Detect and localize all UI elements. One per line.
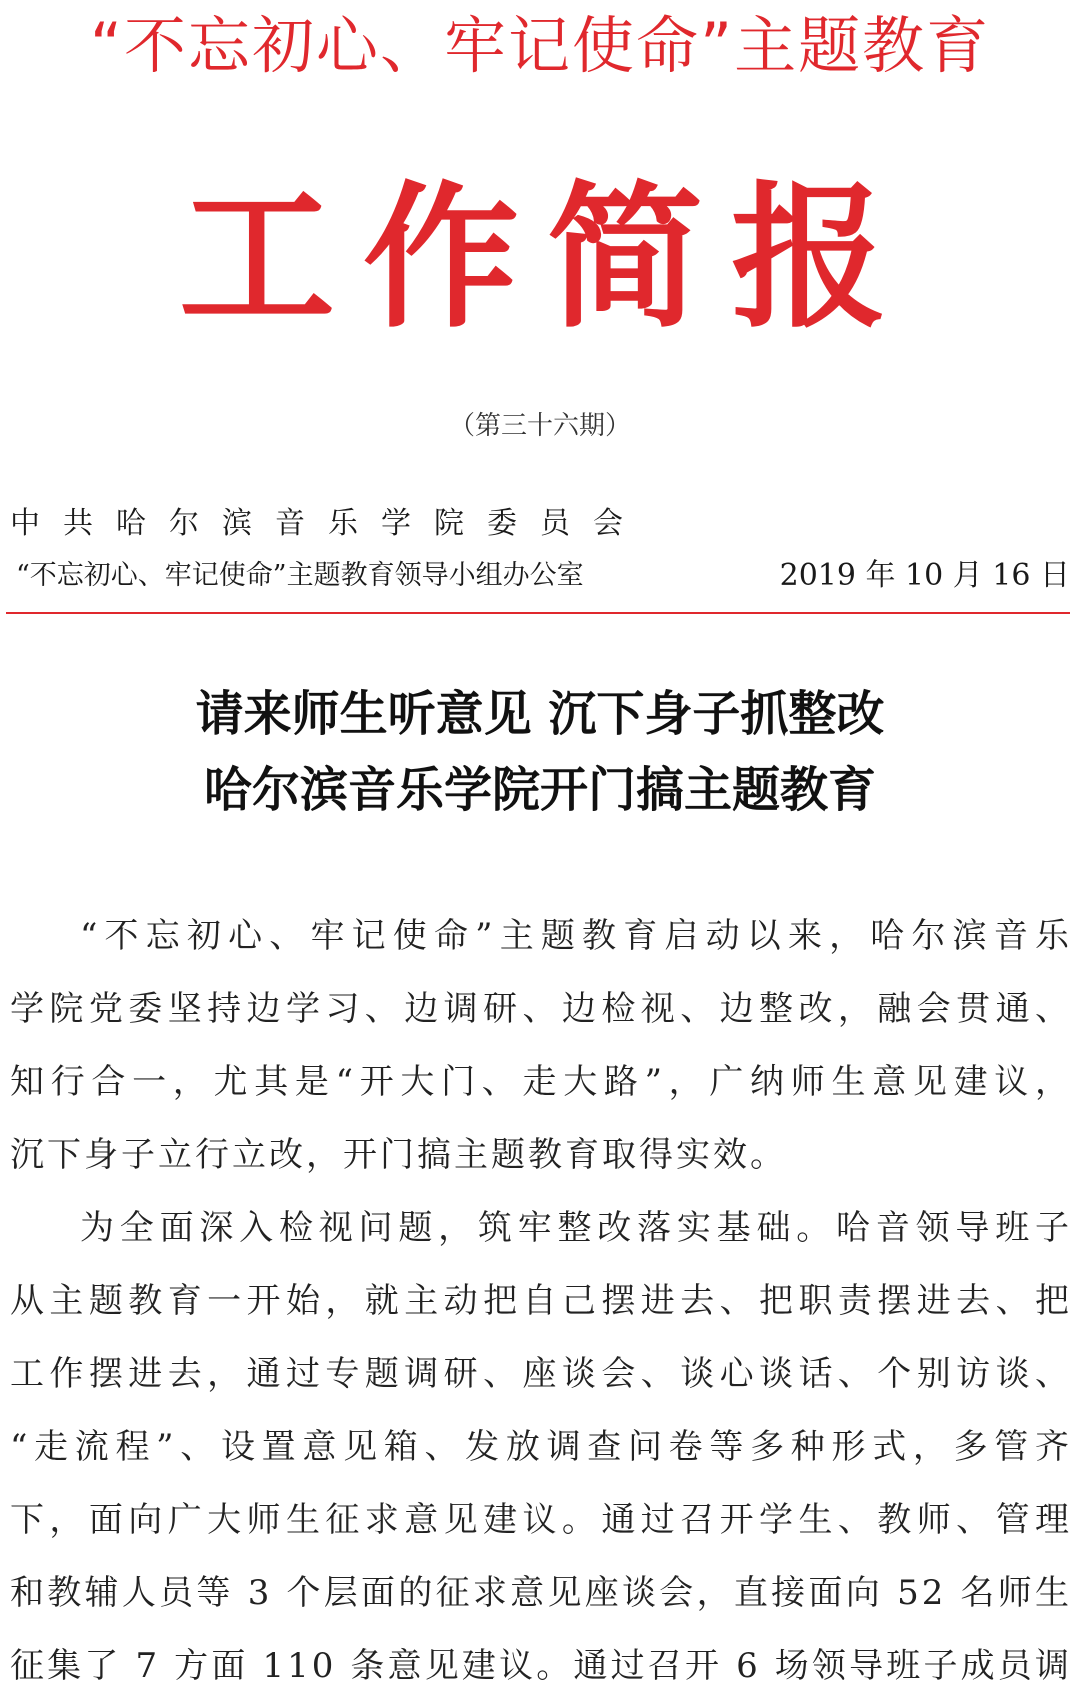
body-line: “走流程”、设置意见箱、发放调查问卷等多种形式，多管齐 [10,1427,1072,1467]
issuer-office: “不忘初心、牢记使命”主题教育领导小组办公室 [16,560,584,591]
body-line: 和教辅人员等 3 个层面的征求意见座谈会，直接面向 52 名师生 [10,1573,1072,1613]
body-line: 从主题教育一开始，就主动把自己摆进去、把职责摆进去、把 [10,1281,1072,1321]
body-line: “不忘初心、牢记使命”主题教育启动以来，哈尔滨音乐 [80,916,1072,956]
body-line: 沉下身子立行立改，开门搞主题教育取得实效。 [10,1135,787,1175]
article-headline [0,676,1080,828]
body-line: 为全面深入检视问题，筑牢整改落实基础。哈音领导班子 [80,1208,1072,1248]
body-line: 下，面向广大师生征求意见建议。通过召开学生、教师、管理 [10,1500,1072,1540]
headline-line-1: 请来师生听意见 沉下身子抓整改 [195,686,885,742]
body-line: 工作摆进去，通过专题调研、座谈会、谈心谈话、个别访谈、 [10,1354,1072,1394]
masthead-title: 工作简报 [179,166,915,349]
red-divider [6,612,1070,614]
masthead-slogan: “不忘初心、牢记使命”主题教育 [89,9,991,82]
headline-line-2: 哈尔滨音乐学院开门搞主题教育 [203,762,876,818]
article-body [10,900,1072,1703]
body-line: 知行合一，尤其是“开大门、走大路”，广纳师生意见建议， [10,1062,1072,1102]
body-line: 征集了 7 方面 110 条意见建议。通过召开 6 场领导班子成员调 [10,1646,1072,1686]
issuer-organization: 中共哈尔滨音乐学院委员会 [10,506,646,541]
body-line: 学院党委坚持边学习、边调研、边检视、边整改，融会贯通、 [10,989,1072,1029]
issue-date: 2019 年 10 月 16 日 [779,558,1070,593]
issue-number: （第三十六期） [448,411,631,441]
